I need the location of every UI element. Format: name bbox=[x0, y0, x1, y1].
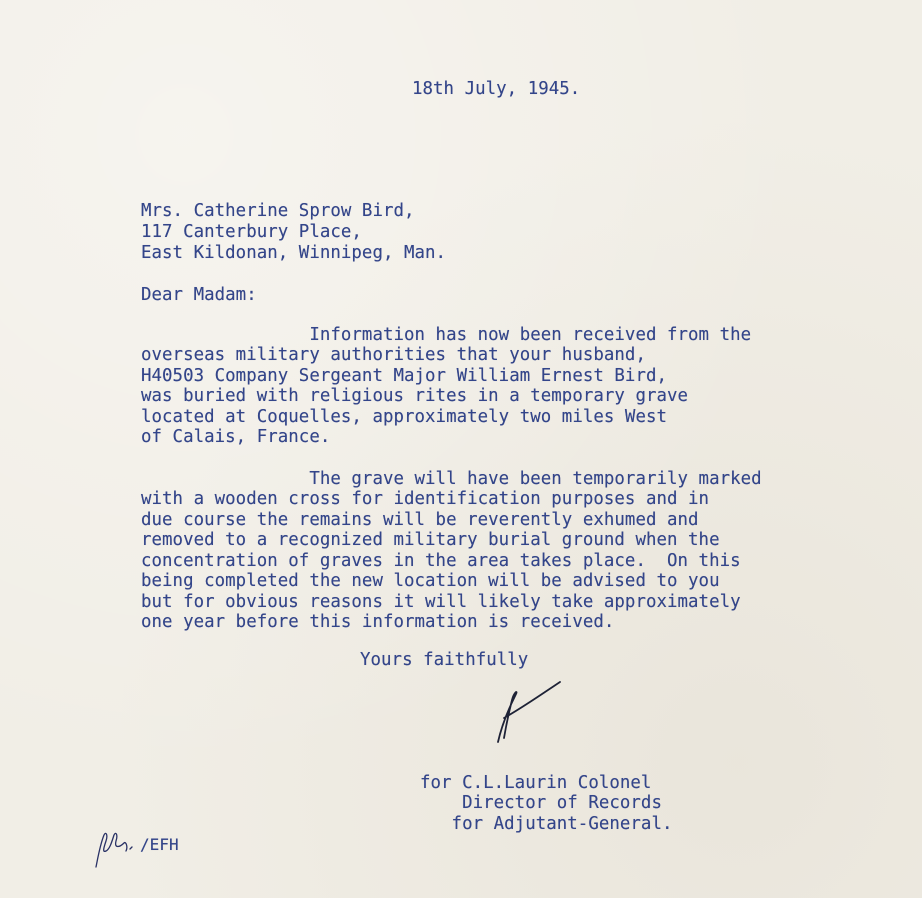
paragraph-2-line-6: being completed the new location will be advised to you bbox=[141, 571, 720, 591]
signature-mark bbox=[492, 678, 564, 746]
address-line-1: Mrs. Catherine Sprow Bird, bbox=[141, 201, 415, 221]
paragraph-2-line-8: one year before this information is received. bbox=[141, 612, 615, 632]
signature-line-1: for C.L.Laurin Colonel bbox=[420, 773, 652, 793]
paragraph-2-line-2: with a wooden cross for identification purposes and in bbox=[141, 489, 710, 509]
paragraph-1-line-2: overseas military authorities that your husband, bbox=[141, 345, 646, 365]
paragraph-2-line-1: The grave will have been temporarily marked bbox=[141, 469, 762, 489]
signature-line-2: Director of Records bbox=[420, 793, 662, 813]
address-line-3: East Kildonan, Winnipeg, Man. bbox=[141, 243, 447, 263]
paragraph-2-line-5: concentration of graves in the area takes place. On this bbox=[141, 551, 741, 571]
paragraph-1-line-4: was buried with religious rites in a temporary grave bbox=[141, 386, 689, 406]
paragraph-2-line-7: but for obvious reasons it will likely take approximately bbox=[141, 592, 741, 612]
reference-initials: /EFH bbox=[140, 835, 179, 854]
paragraph-1-line-6: of Calais, France. bbox=[141, 427, 331, 447]
paragraph-1-line-5: located at Coquelles, approximately two miles West bbox=[141, 407, 668, 427]
paragraph-1-line-3: H40503 Company Sergeant Major William Ernest Bird, bbox=[141, 366, 668, 386]
paragraph-1-line-1: Information has now been received from the bbox=[141, 325, 752, 345]
letter-date: 18th July, 1945. bbox=[412, 79, 581, 99]
handwritten-initials-mark bbox=[92, 827, 138, 871]
paragraph-2-line-4: removed to a recognized military burial ground when the bbox=[141, 530, 720, 550]
address-line-2: 117 Canterbury Place, bbox=[141, 222, 362, 242]
salutation: Dear Madam: bbox=[141, 285, 257, 305]
paragraph-2-line-3: due course the remains will be reverently exhumed and bbox=[141, 510, 699, 530]
closing: Yours faithfully bbox=[360, 650, 529, 670]
signature-line-3: for Adjutant-General. bbox=[420, 814, 673, 834]
